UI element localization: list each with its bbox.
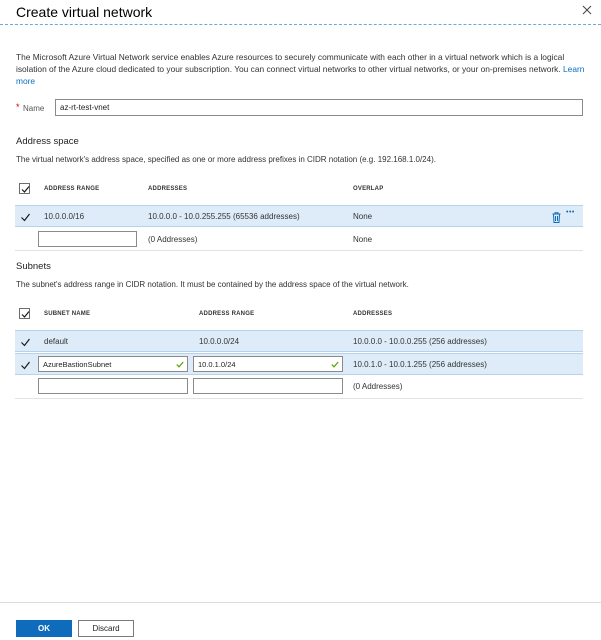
subnets-heading: Subnets (16, 261, 51, 272)
row-divider (15, 398, 583, 399)
header-divider (0, 24, 601, 25)
learn-more-link[interactable]: Learn more (16, 64, 585, 86)
col-header-subnet-name: SUBNET NAME (44, 311, 91, 317)
col-header-address-range: ADDRESS RANGE (44, 186, 100, 192)
address-space-description: The virtual network's address space, specified as one or more address prefixes in CIDR notation (e.g. 192.168.1.0/24). (16, 155, 436, 164)
subnet-name-input-value: AzureBastionSubnet (43, 359, 112, 369)
new-subnet-name-input[interactable] (38, 378, 188, 394)
trash-icon[interactable] (552, 210, 561, 228)
row-check-icon[interactable] (20, 358, 31, 376)
subnets-description: The subnet's address range in CIDR notation. It must be contained by the address space of the virtual network. (16, 280, 409, 289)
footer-divider (0, 602, 601, 603)
new-address-range-input[interactable] (38, 231, 137, 247)
required-marker: * (16, 102, 20, 112)
row-check-icon[interactable] (20, 210, 31, 228)
new-subnet-range-input[interactable] (193, 378, 343, 394)
addresses-value: 10.0.0.0 - 10.0.255.255 (65536 addresses) (148, 212, 300, 221)
name-input[interactable] (55, 99, 583, 116)
address-range-value: 10.0.0.0/16 (44, 212, 85, 221)
overlap-value: None (353, 212, 373, 221)
valid-check-icon (176, 361, 184, 368)
subnet-name-value: default (44, 337, 69, 346)
valid-check-icon (331, 361, 339, 368)
subnet-addresses-value: 10.0.1.0 - 10.0.1.255 (256 addresses) (353, 360, 487, 369)
address-select-all-checkbox[interactable] (19, 183, 30, 194)
panel-description (16, 51, 588, 87)
subnet-range-value: 10.0.0.0/24 (199, 337, 240, 346)
subnet-select-all-checkbox[interactable] (19, 308, 30, 319)
subnet-range-input-value: 10.0.1.0/24 (198, 359, 236, 369)
name-label: Name (23, 104, 45, 113)
more-icon[interactable]: ••• (566, 209, 575, 216)
new-addresses-value: (0 Addresses) (148, 235, 198, 244)
panel-title: Create virtual network (16, 4, 153, 20)
col-header-subnet-addresses: ADDRESSES (353, 311, 393, 317)
col-header-overlap: OVERLAP (353, 186, 384, 192)
row-check-icon[interactable] (20, 335, 31, 353)
row-divider (15, 250, 583, 251)
description-text: The Microsoft Azure Virtual Network service enables Azure resources to securely communicate with each other in a virtual network which is a logical isolation of the Azure cloud dedicated to your subscription. You can connect virtual networks to other virtual networks, or your on-premises network. (16, 52, 565, 74)
new-subnet-addresses-value: (0 Addresses) (353, 382, 403, 391)
ok-button[interactable]: OK (16, 620, 72, 637)
subnet-row[interactable] (15, 330, 583, 352)
col-header-addresses: ADDRESSES (148, 186, 188, 192)
subnet-addresses-value: 10.0.0.0 - 10.0.0.255 (256 addresses) (353, 337, 487, 346)
subnet-range-input[interactable] (193, 356, 343, 372)
subnet-name-input[interactable] (38, 356, 188, 372)
close-icon[interactable] (580, 3, 594, 17)
new-overlap-value: None (353, 235, 373, 244)
discard-button[interactable]: Discard (78, 620, 134, 637)
col-header-subnet-address-range: ADDRESS RANGE (199, 311, 255, 317)
name-input-value: az-rt-test-vnet (60, 103, 110, 112)
address-space-heading: Address space (16, 136, 79, 147)
